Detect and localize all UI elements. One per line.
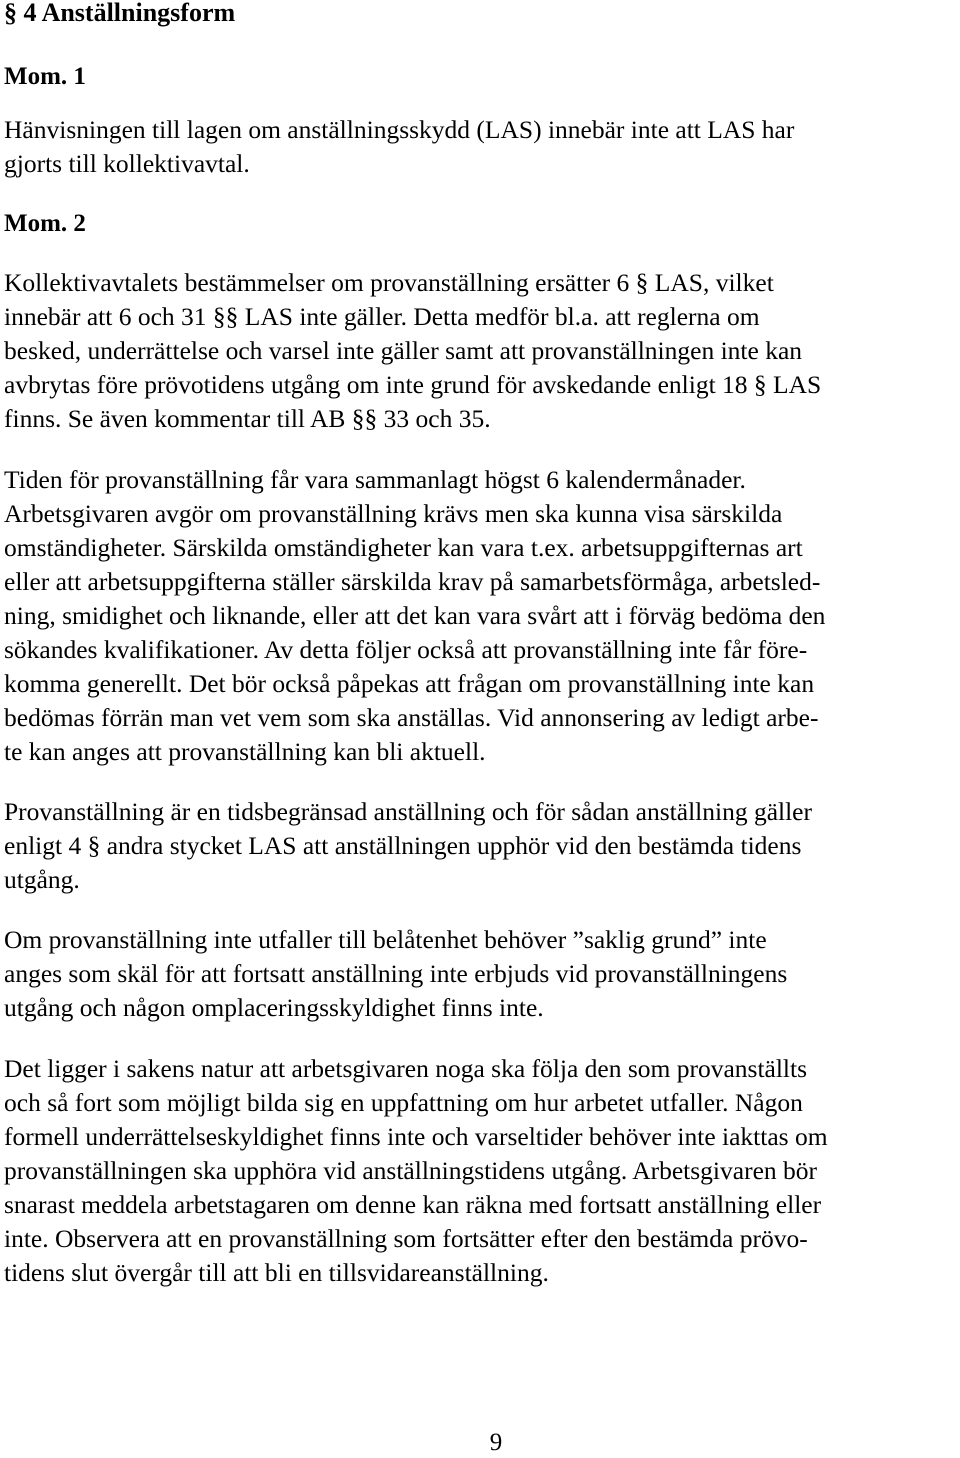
text-line: eller att arbetsuppgifterna ställer särskilda krav på samarbetsförmåga, arbetsled-	[4, 567, 821, 596]
text-line: provanställningen ska upphöra vid anställningstidens utgång. Arbetsgivaren bör	[4, 1156, 818, 1185]
text-line: och så fort som möjligt bilda sig en uppfattning om hur arbetet utfaller. Någon	[4, 1088, 803, 1117]
text-line: ning, smidighet och liknande, eller att det kan vara svårt att i förväg bedöma den	[4, 601, 826, 630]
mom-2-paragraph-4	[4, 923, 960, 1025]
mom-2-paragraph-3	[4, 795, 960, 897]
text-line: Hänvisningen till lagen om anställningsskydd (LAS) innebär inte att LAS har	[4, 115, 795, 144]
mom-2-paragraph-2	[4, 463, 960, 769]
mom-2-paragraph-5	[4, 1052, 960, 1290]
text-line: gjorts till kollektivavtal.	[4, 149, 250, 178]
text-line: inte. Observera att en provanställning som fortsätter efter den bestämda prövo-	[4, 1224, 808, 1253]
text-line: komma generellt. Det bör också påpekas att frågan om provanställning inte kan	[4, 669, 815, 698]
text-line: utgång.	[4, 865, 80, 894]
text-line: formell underrättelseskyldighet finns inte och varseltider behöver inte iakttas om	[4, 1122, 828, 1151]
text-line: finns. Se även kommentar till AB §§ 33 och 35.	[4, 404, 491, 433]
text-line: Arbetsgivaren avgör om provanställning krävs men ska kunna visa särskilda	[4, 499, 783, 528]
text-line: sökandes kvalifikationer. Av detta följer också att provanställning inte får före-	[4, 635, 808, 664]
mom-1-paragraph	[4, 113, 960, 181]
text-line: anges som skäl för att fortsatt anställning inte erbjuds vid provanställningens	[4, 959, 788, 988]
mom-1-heading: Mom. 1	[4, 63, 86, 90]
mom-2-paragraph-1	[4, 266, 960, 436]
text-line: Det ligger i sakens natur att arbetsgivaren noga ska följa den som provanställts	[4, 1054, 808, 1083]
text-line: snarast meddela arbetstagaren om denne kan räkna med fortsatt anställning eller	[4, 1190, 822, 1219]
text-line: Kollektivavtalets bestämmelser om provanställning ersätter 6 § LAS, vilket	[4, 268, 774, 297]
text-line: bedömas förrän man vet vem som ska anställas. Vid annonsering av ledigt arbe-	[4, 703, 819, 732]
section-heading: § 4 Anställningsform	[4, 0, 236, 27]
text-line: tidens slut övergår till att bli en tillsvidareanställning.	[4, 1258, 549, 1287]
text-line: besked, underrättelse och varsel inte gäller samt att provanställningen inte kan	[4, 336, 803, 365]
text-line: innebär att 6 och 31 §§ LAS inte gäller. Detta medför bl.a. att reglerna om	[4, 302, 760, 331]
text-line: utgång och någon omplaceringsskyldighet finns inte.	[4, 993, 544, 1022]
text-line: omständigheter. Särskilda omständigheter kan vara t.ex. arbetsuppgifternas art	[4, 533, 803, 562]
text-line: enligt 4 § andra stycket LAS att anställningen upphör vid den bestämda tidens	[4, 831, 802, 860]
text-line: avbrytas före prövotidens utgång om inte grund för avskedande enligt 18 § LAS	[4, 370, 822, 399]
page-number: 9	[489, 1429, 503, 1456]
text-line: te kan anges att provanställning kan bli aktuell.	[4, 737, 486, 766]
text-line: Provanställning är en tidsbegränsad anställning och för sådan anställning gäller	[4, 797, 812, 826]
text-line: Om provanställning inte utfaller till belåtenhet behöver ”saklig grund” inte	[4, 925, 767, 954]
mom-2-heading: Mom. 2	[4, 210, 86, 237]
text-line: Tiden för provanställning får vara sammanlagt högst 6 kalendermånader.	[4, 465, 746, 494]
